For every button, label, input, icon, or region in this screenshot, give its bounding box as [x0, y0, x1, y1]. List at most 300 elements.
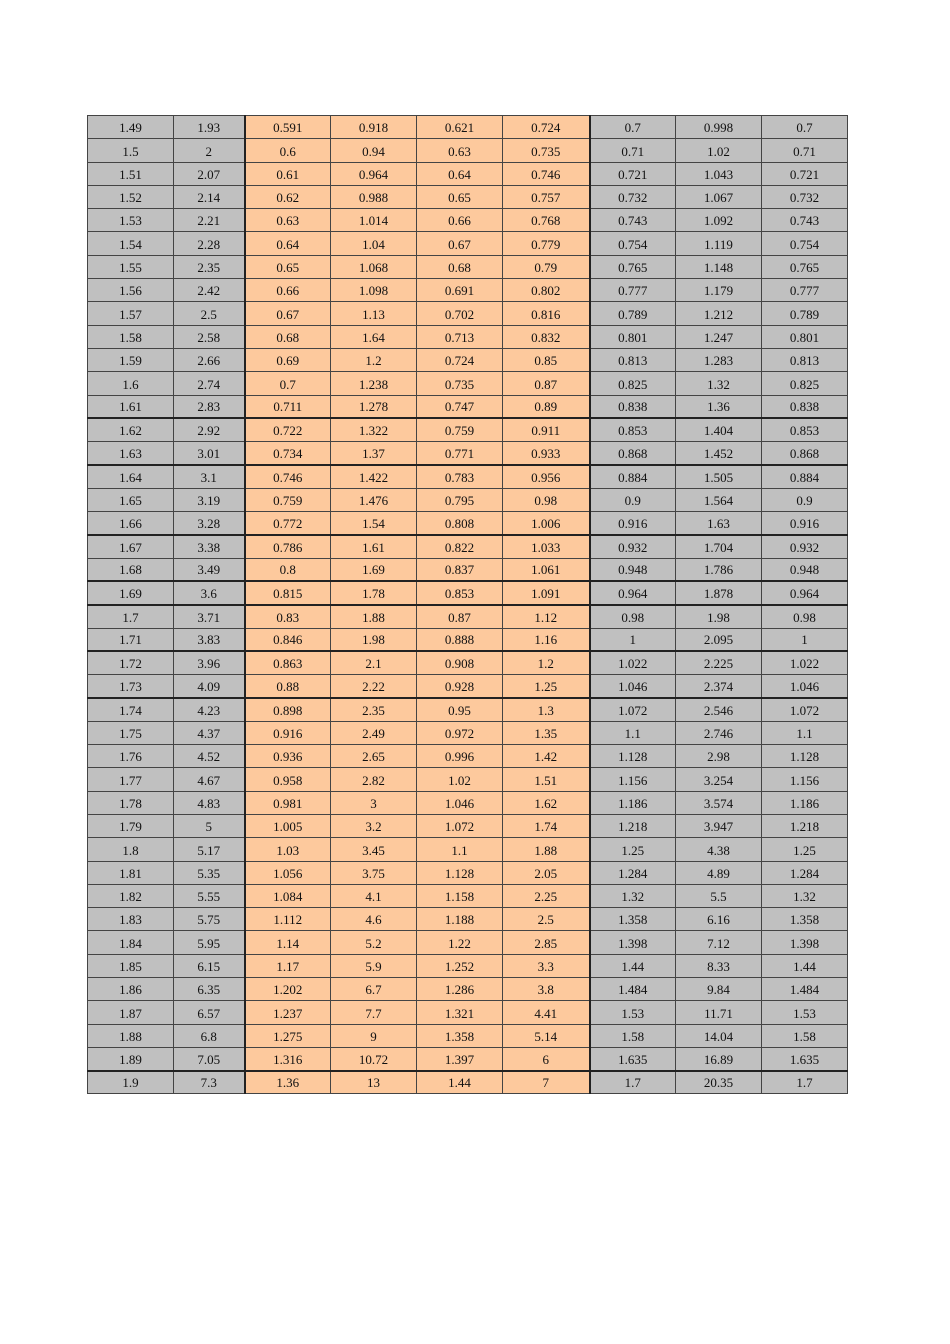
table-cell: 0.777 — [590, 279, 676, 302]
table-cell: 0.772 — [245, 512, 331, 535]
table-cell: 1.3 — [503, 698, 590, 721]
table-cell: 0.68 — [417, 255, 503, 278]
table-cell: 0.932 — [590, 535, 676, 558]
table-cell: 1.02 — [676, 139, 762, 162]
table-row — [88, 768, 848, 791]
table-row — [88, 395, 848, 418]
table-cell: 6.15 — [174, 954, 245, 977]
table-row — [88, 651, 848, 674]
table-cell: 1.64 — [88, 465, 174, 488]
table-cell: 1.186 — [762, 791, 848, 814]
table-cell: 0.71 — [762, 139, 848, 162]
table-cell: 0.62 — [245, 185, 331, 208]
table-cell: 1.51 — [88, 162, 174, 185]
table-cell: 14.04 — [676, 1024, 762, 1047]
table-cell: 1.51 — [503, 768, 590, 791]
table-cell: 1.32 — [676, 372, 762, 395]
table-cell: 1.88 — [331, 605, 417, 628]
table-cell: 4.38 — [676, 838, 762, 861]
table-cell: 1.476 — [331, 488, 417, 511]
table-cell: 4.41 — [503, 1001, 590, 1024]
table-cell: 0.98 — [590, 605, 676, 628]
table-cell: 1.128 — [417, 861, 503, 884]
table-cell: 0.68 — [245, 325, 331, 348]
table-cell: 1.55 — [88, 255, 174, 278]
table-cell: 1.32 — [762, 884, 848, 907]
table-cell: 1.072 — [762, 698, 848, 721]
table-cell: 0.981 — [245, 791, 331, 814]
table-cell: 0.7 — [590, 116, 676, 139]
table-cell: 0.916 — [590, 512, 676, 535]
table-cell: 1.398 — [590, 931, 676, 954]
table-cell: 0.898 — [245, 698, 331, 721]
table-row — [88, 698, 848, 721]
table-cell: 1.88 — [88, 1024, 174, 1047]
table-cell: 16.89 — [676, 1047, 762, 1070]
table-cell: 1.635 — [590, 1047, 676, 1070]
table-cell: 4.23 — [174, 698, 245, 721]
table-cell: 1.63 — [676, 512, 762, 535]
table-cell: 3.2 — [331, 814, 417, 837]
table-cell: 2.58 — [174, 325, 245, 348]
table-cell: 7.7 — [331, 1001, 417, 1024]
table-cell: 0.721 — [762, 162, 848, 185]
table-cell: 1.7 — [88, 605, 174, 628]
table-cell: 1.79 — [88, 814, 174, 837]
table-cell: 1.98 — [331, 628, 417, 651]
table-cell: 1.93 — [174, 116, 245, 139]
table-cell: 1.65 — [88, 488, 174, 511]
table-cell: 1.284 — [590, 861, 676, 884]
table-cell: 0.6 — [245, 139, 331, 162]
table-cell: 2.92 — [174, 418, 245, 441]
table-cell: 1.64 — [331, 325, 417, 348]
table-cell: 1.033 — [503, 535, 590, 558]
table-cell: 1.8 — [88, 838, 174, 861]
table-row — [88, 512, 848, 535]
table-cell: 0.746 — [503, 162, 590, 185]
table-cell: 1.03 — [245, 838, 331, 861]
table-cell: 1.36 — [676, 395, 762, 418]
table-row — [88, 1047, 848, 1070]
table-cell: 1.005 — [245, 814, 331, 837]
table-cell: 0.591 — [245, 116, 331, 139]
table-cell: 0.789 — [762, 302, 848, 325]
table-row — [88, 209, 848, 232]
table-cell: 1.72 — [88, 651, 174, 674]
table-cell: 0.948 — [590, 558, 676, 581]
table-cell: 0.801 — [762, 325, 848, 348]
table-cell: 1.1 — [590, 721, 676, 744]
table-cell: 1.046 — [417, 791, 503, 814]
table-row — [88, 977, 848, 1000]
table-cell: 1.44 — [417, 1071, 503, 1094]
table-cell: 1.404 — [676, 418, 762, 441]
data-table — [87, 115, 848, 1094]
table-cell: 0.69 — [245, 348, 331, 371]
table-cell: 0.87 — [417, 605, 503, 628]
table-cell: 0.691 — [417, 279, 503, 302]
table-cell: 1.42 — [503, 745, 590, 768]
table-cell: 1.091 — [503, 581, 590, 604]
table-cell: 1.58 — [590, 1024, 676, 1047]
table-cell: 1.37 — [331, 442, 417, 465]
table-cell: 0.88 — [245, 675, 331, 698]
table-cell: 4.09 — [174, 675, 245, 698]
table-cell: 5.5 — [676, 884, 762, 907]
table-row — [88, 139, 848, 162]
table-cell: 2.22 — [331, 675, 417, 698]
table-cell: 0.964 — [762, 581, 848, 604]
table-cell: 1.484 — [762, 977, 848, 1000]
table-cell: 1.505 — [676, 465, 762, 488]
table-cell: 0.98 — [503, 488, 590, 511]
table-cell: 2.5 — [503, 908, 590, 931]
table-cell: 1.53 — [590, 1001, 676, 1024]
table-cell: 5.9 — [331, 954, 417, 977]
table-row — [88, 325, 848, 348]
table-cell: 0.7 — [245, 372, 331, 395]
table-cell: 2.74 — [174, 372, 245, 395]
table-cell: 1.072 — [590, 698, 676, 721]
table-cell: 2.35 — [174, 255, 245, 278]
table-cell: 2.42 — [174, 279, 245, 302]
table-cell: 1.119 — [676, 232, 762, 255]
table-cell: 2.82 — [331, 768, 417, 791]
table-cell: 3.75 — [331, 861, 417, 884]
table-cell: 0.702 — [417, 302, 503, 325]
table-row — [88, 302, 848, 325]
table-row — [88, 488, 848, 511]
table-row — [88, 465, 848, 488]
table-cell: 0.7 — [762, 116, 848, 139]
table-cell: 0.998 — [676, 116, 762, 139]
table-cell: 0.759 — [417, 418, 503, 441]
table-cell: 1.54 — [88, 232, 174, 255]
table-cell: 5.14 — [503, 1024, 590, 1047]
table-cell: 1.16 — [503, 628, 590, 651]
table-cell: 1.86 — [88, 977, 174, 1000]
table-cell: 0.721 — [590, 162, 676, 185]
table-cell: 0.956 — [503, 465, 590, 488]
table-cell: 0.746 — [245, 465, 331, 488]
table-cell: 1.202 — [245, 977, 331, 1000]
table-cell: 3 — [331, 791, 417, 814]
table-cell: 1.1 — [417, 838, 503, 861]
table-row — [88, 628, 848, 651]
table-cell: 0.888 — [417, 628, 503, 651]
table-cell: 1.398 — [762, 931, 848, 954]
table-cell: 1.84 — [88, 931, 174, 954]
table-cell: 0.802 — [503, 279, 590, 302]
table-cell: 1.1 — [762, 721, 848, 744]
table-cell: 5 — [174, 814, 245, 837]
table-row — [88, 814, 848, 837]
table-cell: 0.868 — [762, 442, 848, 465]
table-cell: 0.868 — [590, 442, 676, 465]
table-cell: 1.81 — [88, 861, 174, 884]
table-cell: 0.988 — [331, 185, 417, 208]
table-cell: 0.713 — [417, 325, 503, 348]
table-cell: 1.022 — [590, 651, 676, 674]
table-cell: 1.54 — [331, 512, 417, 535]
table-cell: 0.771 — [417, 442, 503, 465]
table-row — [88, 1024, 848, 1047]
table-cell: 3.83 — [174, 628, 245, 651]
table-cell: 1.046 — [590, 675, 676, 698]
table-cell: 1.44 — [590, 954, 676, 977]
table-cell: 2.07 — [174, 162, 245, 185]
table-cell: 2.14 — [174, 185, 245, 208]
table-cell: 4.6 — [331, 908, 417, 931]
table-row — [88, 861, 848, 884]
table-cell: 9.84 — [676, 977, 762, 1000]
table-cell: 0.724 — [503, 116, 590, 139]
table-cell: 0.765 — [762, 255, 848, 278]
table-cell: 0.822 — [417, 535, 503, 558]
table-cell: 1.218 — [762, 814, 848, 837]
table-cell: 0.66 — [417, 209, 503, 232]
table-cell: 1.35 — [503, 721, 590, 744]
table-cell: 5.2 — [331, 931, 417, 954]
table-cell: 1.73 — [88, 675, 174, 698]
table-cell: 1.006 — [503, 512, 590, 535]
table-cell: 1.36 — [245, 1071, 331, 1094]
table-cell: 6.16 — [676, 908, 762, 931]
table-cell: 1.74 — [88, 698, 174, 721]
table-cell: 0.863 — [245, 651, 331, 674]
table-cell: 1.62 — [503, 791, 590, 814]
table-cell: 1.056 — [245, 861, 331, 884]
table-cell: 1.13 — [331, 302, 417, 325]
table-cell: 7.3 — [174, 1071, 245, 1094]
table-cell: 2.095 — [676, 628, 762, 651]
table-cell: 1.5 — [88, 139, 174, 162]
table-cell: 1.156 — [590, 768, 676, 791]
table-cell: 2.21 — [174, 209, 245, 232]
table-cell: 0.832 — [503, 325, 590, 348]
table-cell: 1.283 — [676, 348, 762, 371]
table-cell: 1.88 — [503, 838, 590, 861]
table-cell: 1.59 — [88, 348, 174, 371]
table-cell: 0.789 — [590, 302, 676, 325]
table-cell: 1.878 — [676, 581, 762, 604]
table-cell: 1.87 — [88, 1001, 174, 1024]
table-cell: 1.278 — [331, 395, 417, 418]
table-cell: 2.35 — [331, 698, 417, 721]
table-cell: 1.358 — [590, 908, 676, 931]
table-cell: 9 — [331, 1024, 417, 1047]
table-cell: 0.63 — [245, 209, 331, 232]
table-cell: 0.743 — [762, 209, 848, 232]
table-cell: 1.218 — [590, 814, 676, 837]
table-cell: 0.85 — [503, 348, 590, 371]
table-cell: 1.061 — [503, 558, 590, 581]
table-cell: 0.958 — [245, 768, 331, 791]
table-row — [88, 116, 848, 139]
table-row — [88, 791, 848, 814]
table-cell: 0.768 — [503, 209, 590, 232]
table-cell: 0.754 — [590, 232, 676, 255]
table-cell: 1.321 — [417, 1001, 503, 1024]
table-cell: 0.813 — [590, 348, 676, 371]
table-row — [88, 1001, 848, 1024]
table-cell: 0.89 — [503, 395, 590, 418]
table-cell: 0.908 — [417, 651, 503, 674]
table-row — [88, 581, 848, 604]
table-cell: 2 — [174, 139, 245, 162]
table-cell: 0.9 — [762, 488, 848, 511]
table-cell: 0.734 — [245, 442, 331, 465]
table-cell: 1.98 — [676, 605, 762, 628]
table-cell: 5.17 — [174, 838, 245, 861]
table-cell: 6.35 — [174, 977, 245, 1000]
table-cell: 1.316 — [245, 1047, 331, 1070]
table-cell: 6.57 — [174, 1001, 245, 1024]
table-cell: 0.67 — [245, 302, 331, 325]
table-row — [88, 442, 848, 465]
table-cell: 0.825 — [762, 372, 848, 395]
table-cell: 0.916 — [245, 721, 331, 744]
table-cell: 4.67 — [174, 768, 245, 791]
table-cell: 1.786 — [676, 558, 762, 581]
table-cell: 0.928 — [417, 675, 503, 698]
table-cell: 3.45 — [331, 838, 417, 861]
table-cell: 1 — [590, 628, 676, 651]
table-cell: 1.14 — [245, 931, 331, 954]
table-cell: 2.225 — [676, 651, 762, 674]
table-cell: 1.89 — [88, 1047, 174, 1070]
table-cell: 1.564 — [676, 488, 762, 511]
table-row — [88, 908, 848, 931]
table-cell: 1.098 — [331, 279, 417, 302]
table-cell: 0.61 — [245, 162, 331, 185]
table-row — [88, 279, 848, 302]
table-cell: 1.25 — [590, 838, 676, 861]
table-cell: 1.397 — [417, 1047, 503, 1070]
table-cell: 1.322 — [331, 418, 417, 441]
table-cell: 0.65 — [417, 185, 503, 208]
table-cell: 1.237 — [245, 1001, 331, 1024]
table-cell: 1.61 — [88, 395, 174, 418]
table-cell: 1.83 — [88, 908, 174, 931]
table-cell: 3.19 — [174, 488, 245, 511]
table-cell: 2.65 — [331, 745, 417, 768]
table-cell: 0.735 — [503, 139, 590, 162]
table-cell: 7.05 — [174, 1047, 245, 1070]
table-cell: 1.704 — [676, 535, 762, 558]
table-cell: 1.04 — [331, 232, 417, 255]
table-cell: 0.948 — [762, 558, 848, 581]
table-cell: 1.66 — [88, 512, 174, 535]
table-row — [88, 372, 848, 395]
table-cell: 2.49 — [331, 721, 417, 744]
table-row — [88, 348, 848, 371]
table-cell: 0.911 — [503, 418, 590, 441]
table-cell: 3.3 — [503, 954, 590, 977]
table-cell: 4.37 — [174, 721, 245, 744]
table-cell: 1.2 — [331, 348, 417, 371]
table-cell: 0.79 — [503, 255, 590, 278]
table-cell: 1.092 — [676, 209, 762, 232]
table-cell: 3.574 — [676, 791, 762, 814]
table-cell: 1.022 — [762, 651, 848, 674]
table-cell: 2.374 — [676, 675, 762, 698]
table-row — [88, 185, 848, 208]
table-cell: 1.62 — [88, 418, 174, 441]
table-cell: 1.068 — [331, 255, 417, 278]
table-cell: 1.275 — [245, 1024, 331, 1047]
table-cell: 0.783 — [417, 465, 503, 488]
table-body — [88, 116, 848, 1094]
table-cell: 0.916 — [762, 512, 848, 535]
table-cell: 2.05 — [503, 861, 590, 884]
table-row — [88, 1071, 848, 1094]
table-cell: 1.179 — [676, 279, 762, 302]
table-cell: 1.128 — [590, 745, 676, 768]
table-cell: 0.801 — [590, 325, 676, 348]
table-cell: 0.918 — [331, 116, 417, 139]
table-row — [88, 605, 848, 628]
table-cell: 0.747 — [417, 395, 503, 418]
table-cell: 1.02 — [417, 768, 503, 791]
table-cell: 1.156 — [762, 768, 848, 791]
table-cell: 2.546 — [676, 698, 762, 721]
table-cell: 0.63 — [417, 139, 503, 162]
table-cell: 5.75 — [174, 908, 245, 931]
table-cell: 0.846 — [245, 628, 331, 651]
table-row — [88, 745, 848, 768]
table-cell: 0.825 — [590, 372, 676, 395]
table-cell: 0.83 — [245, 605, 331, 628]
table-cell: 2.746 — [676, 721, 762, 744]
table-cell: 1.74 — [503, 814, 590, 837]
table-cell: 1.188 — [417, 908, 503, 931]
table-cell: 0.722 — [245, 418, 331, 441]
table-cell: 0.759 — [245, 488, 331, 511]
table-cell: 0.838 — [762, 395, 848, 418]
table-row — [88, 418, 848, 441]
table-cell: 0.754 — [762, 232, 848, 255]
table-cell: 0.8 — [245, 558, 331, 581]
table-cell: 0.67 — [417, 232, 503, 255]
table-cell: 1.422 — [331, 465, 417, 488]
table-cell: 3.6 — [174, 581, 245, 604]
table-cell: 0.786 — [245, 535, 331, 558]
table-row — [88, 232, 848, 255]
table-cell: 3.71 — [174, 605, 245, 628]
table-cell: 0.743 — [590, 209, 676, 232]
table-cell: 2.66 — [174, 348, 245, 371]
table-cell: 6.7 — [331, 977, 417, 1000]
table-cell: 1.32 — [590, 884, 676, 907]
table-cell: 1.067 — [676, 185, 762, 208]
table-cell: 0.64 — [417, 162, 503, 185]
table-cell: 2.5 — [174, 302, 245, 325]
table-cell: 1.186 — [590, 791, 676, 814]
table-cell: 2.1 — [331, 651, 417, 674]
table-cell: 0.711 — [245, 395, 331, 418]
table-row — [88, 675, 848, 698]
table-cell: 3.49 — [174, 558, 245, 581]
table-cell: 1.247 — [676, 325, 762, 348]
table-cell: 1.7 — [762, 1071, 848, 1094]
table-cell: 2.28 — [174, 232, 245, 255]
table-cell: 0.996 — [417, 745, 503, 768]
table-cell: 4.52 — [174, 745, 245, 768]
table-cell: 0.64 — [245, 232, 331, 255]
table-cell: 3.254 — [676, 768, 762, 791]
